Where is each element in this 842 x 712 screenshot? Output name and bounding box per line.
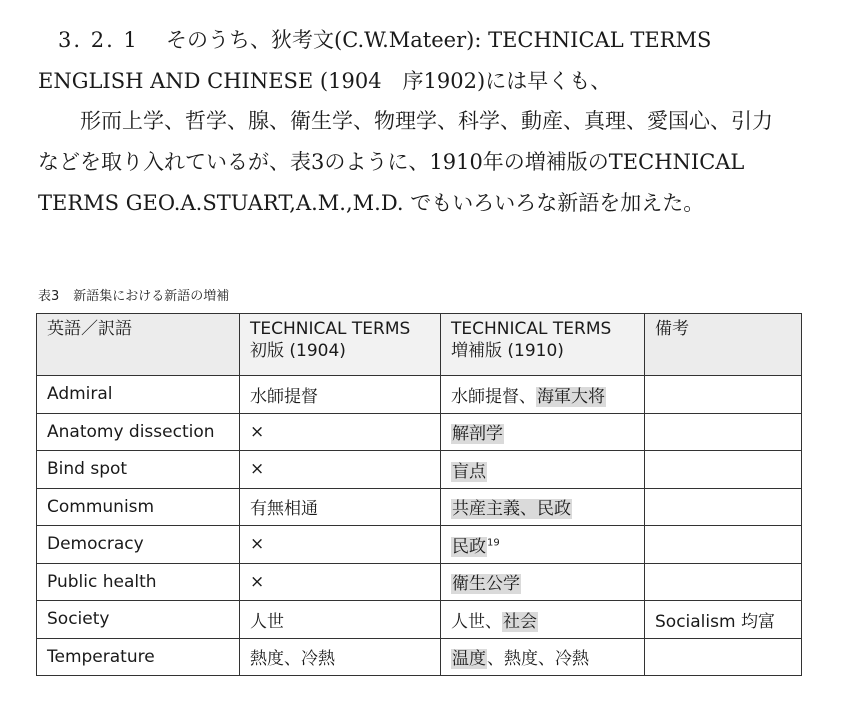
table-row bbox=[37, 526, 802, 564]
header-enlarged-edition-label: 増補版 (1910) bbox=[451, 341, 564, 361]
cell-notes bbox=[645, 451, 802, 489]
header-enlarged-edition bbox=[441, 314, 645, 376]
new-words-table bbox=[36, 313, 802, 676]
cell-first: 人世 bbox=[240, 601, 441, 639]
cell-term: Anatomy dissection bbox=[37, 413, 240, 451]
cell-term: Communism bbox=[37, 488, 240, 526]
header-first-title: TECHNICAL TERMS bbox=[250, 319, 411, 339]
cell-first: 有無相通 bbox=[240, 488, 441, 526]
table-header-row bbox=[37, 314, 802, 376]
cell-enlarged bbox=[441, 563, 645, 601]
cell-first: 水師提督 bbox=[240, 376, 441, 414]
table-row bbox=[37, 563, 802, 601]
paragraph-body-line-1-text: 形而上学、哲学、腺、衛生学、物理学、科学、動産、真理、愛国心、引力 bbox=[80, 109, 773, 133]
cell-term: Public health bbox=[37, 563, 240, 601]
table-row bbox=[37, 638, 802, 676]
cell-term: Bind spot bbox=[37, 451, 240, 489]
cell-term: Admiral bbox=[37, 376, 240, 414]
cell-first: × bbox=[240, 451, 441, 489]
table-row bbox=[37, 413, 802, 451]
table-row bbox=[37, 376, 802, 414]
header-enlarged-title: TECHNICAL TERMS bbox=[451, 319, 612, 339]
table-row bbox=[37, 451, 802, 489]
paragraph-intro-line-2: ENGLISH AND CHINESE (1904 序1902)には早くも、 bbox=[38, 69, 612, 93]
header-notes: 備考 bbox=[645, 314, 802, 376]
cell-enlarged: 温度、熱度、冷熱 bbox=[441, 638, 645, 676]
new-word-highlight: 海軍大将 bbox=[537, 386, 605, 407]
paragraph-body-line-1 bbox=[38, 101, 808, 142]
cell-notes bbox=[645, 526, 802, 564]
cell-notes bbox=[645, 563, 802, 601]
new-word-highlight: 社会 bbox=[503, 611, 537, 632]
cell-notes bbox=[645, 376, 802, 414]
new-word-highlight: 盲点 bbox=[452, 461, 486, 482]
cell-first: × bbox=[240, 563, 441, 601]
cell-enlarged bbox=[441, 488, 645, 526]
cell-notes bbox=[645, 413, 802, 451]
new-word-highlight: 共産主義、民政 bbox=[452, 499, 571, 520]
cell-enlarged bbox=[441, 413, 645, 451]
cell-term: Temperature bbox=[37, 638, 240, 676]
paragraph-intro-line-1-text: そのうち、狄考文(C.W.Mateer): TECHNICAL TERMS bbox=[166, 28, 712, 52]
cell-term: Democracy bbox=[37, 526, 240, 564]
cell-notes: Socialism 均富 bbox=[645, 601, 802, 639]
paragraph-intro-line-1 bbox=[38, 20, 808, 61]
table-caption bbox=[38, 285, 229, 304]
cell-first: × bbox=[240, 526, 441, 564]
header-term: 英語／訳語 bbox=[37, 314, 240, 376]
section-number: 3. 2. 1 bbox=[58, 28, 139, 52]
table-row bbox=[37, 601, 802, 639]
new-word-highlight: 衛生公学 bbox=[452, 574, 520, 595]
table-row bbox=[37, 488, 802, 526]
paragraph-body-line-2: などを取り入れているが、表3のように、1910年の増補版のTECHNICAL bbox=[38, 150, 745, 174]
cell-first: × bbox=[240, 413, 441, 451]
cell-enlarged: 水師提督、海軍大将 bbox=[441, 376, 645, 414]
new-word-highlight: 解剖学 bbox=[452, 424, 503, 445]
new-word-highlight: 温度 bbox=[452, 649, 486, 670]
paragraph-intro bbox=[38, 20, 808, 102]
paragraph-body bbox=[38, 101, 808, 224]
paragraph-body-line-3: TERMS GEO.A.STUART,A.M.,M.D. でもいろいろな新語を加えた。 bbox=[38, 191, 705, 215]
cell-first: 熱度、冷熱 bbox=[240, 638, 441, 676]
cell-enlarged: 人世、社会 bbox=[441, 601, 645, 639]
cell-notes bbox=[645, 488, 802, 526]
header-first-edition bbox=[240, 314, 441, 376]
table-caption-text: 新語集における新語の増補 bbox=[73, 289, 230, 304]
header-first-edition-label: 初版 (1904) bbox=[250, 341, 346, 361]
cell-enlarged bbox=[441, 451, 645, 489]
cell-term: Society bbox=[37, 601, 240, 639]
new-word-highlight: 民政 bbox=[452, 536, 486, 557]
cell-notes bbox=[645, 638, 802, 676]
table-caption-label: 表3 bbox=[38, 289, 60, 304]
footnote-ref: 19 bbox=[487, 537, 500, 549]
cell-enlarged bbox=[441, 526, 645, 564]
